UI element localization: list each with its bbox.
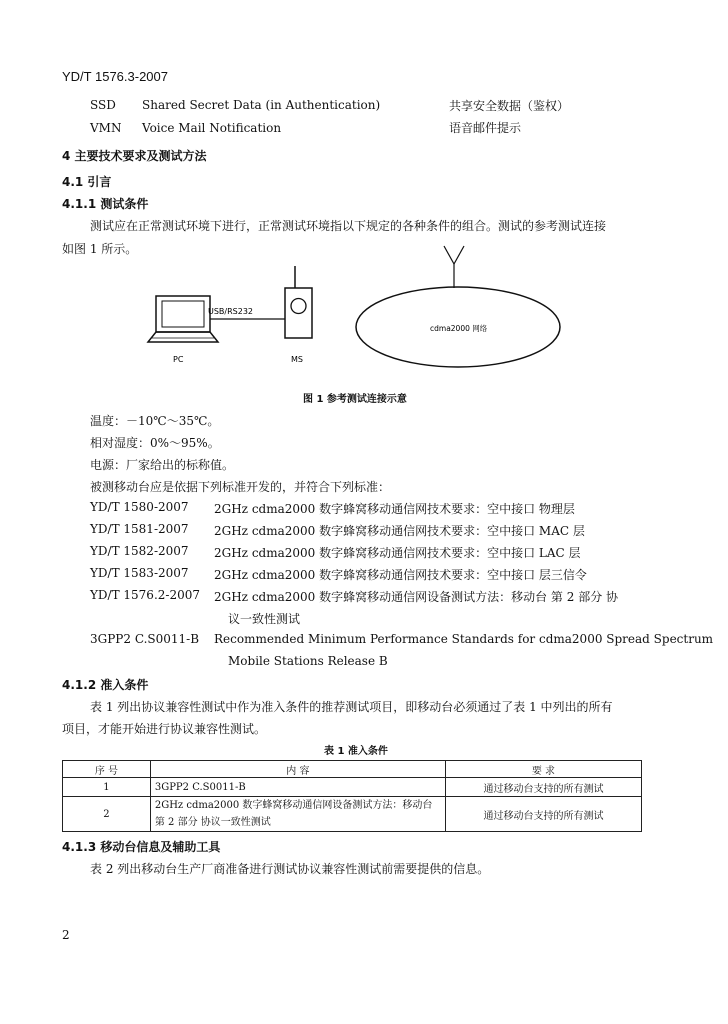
abbr-code: VMN xyxy=(90,121,122,135)
abbr-code: SSD xyxy=(90,98,116,112)
pc-label: PC xyxy=(173,355,184,364)
abbr-chinese: 共享安全数据（鉴权） xyxy=(449,99,570,113)
table-row xyxy=(63,797,642,832)
column-header-requirement: 要 求 xyxy=(445,761,641,778)
standard-title: Recommended Minimum Performance Standards for cdma2000 Spread Spectrum xyxy=(214,632,714,646)
admission-conditions-table xyxy=(62,760,642,832)
standard-title: 2GHz cdma2000 数字蜂窝移动通信网技术要求：空中接口 LAC 层 xyxy=(214,546,581,560)
column-header-content: 内 容 xyxy=(150,761,445,778)
standard-code: YD/T 1581-2007 xyxy=(90,522,189,536)
paragraph: 测试应在正常测试环境下进行，正常测试环境指以下规定的各种条件的组合。测试的参考测试连接 xyxy=(90,219,607,233)
cell-number: 2 xyxy=(63,797,151,832)
ms-label: MS xyxy=(291,355,303,364)
standard-code: YD/T 1582-2007 xyxy=(90,544,189,558)
table-caption: 表 1 准入条件 xyxy=(324,746,388,757)
column-header-number: 序 号 xyxy=(63,761,151,778)
link-label: USB/RS232 xyxy=(208,307,254,316)
standard-title: 2GHz cdma2000 数字蜂窝移动通信网技术要求：空中接口 层三信令 xyxy=(214,568,587,582)
cell-content-line: 2GHz cdma2000 数字蜂窝移动通信网设备测试方法：移动台 xyxy=(154,800,433,811)
paragraph: 表 2 列出移动台生产厂商准备进行测试协议兼容性测试前需要提供的信息。 xyxy=(90,862,490,876)
abbr-english: Voice Mail Notification xyxy=(142,121,282,135)
standard-title: 2GHz cdma2000 数字蜂窝移动通信网技术要求：空中接口 MAC 层 xyxy=(214,524,585,538)
paragraph: 表 1 列出协议兼容性测试中作为准入条件的推荐测试项目，即移动台必须通过了表 1 中列出的所有 xyxy=(90,700,613,714)
condition-temperature: 温度：－10℃～35℃。 xyxy=(90,414,220,428)
section-heading-4-1-1: 4.1.1 测试条件 xyxy=(62,197,149,211)
cell-content-line: 第 2 部分 协议一致性测试 xyxy=(154,817,271,828)
cell-content: 3GPP2 C.S0011-B xyxy=(150,778,445,797)
abbr-chinese: 语音邮件提示 xyxy=(449,121,522,135)
standard-code: YD/T 1583-2007 xyxy=(90,566,189,580)
figure-caption: 图 1 参考测试连接示意 xyxy=(303,394,407,405)
pc-icon xyxy=(148,296,218,342)
section-heading-4-1-2: 4.1.2 准入条件 xyxy=(62,678,149,692)
paragraph: 项目，才能开始进行协议兼容性测试。 xyxy=(62,722,267,736)
table-row xyxy=(63,778,642,797)
cell-requirement: 通过移动台支持的所有测试 xyxy=(445,797,641,832)
network-label: cdma2000 网络 xyxy=(430,324,488,333)
page-number: 2 xyxy=(62,928,70,942)
antenna-icon xyxy=(444,246,464,288)
ms-icon xyxy=(285,266,312,338)
document-code: YD/T 1576.3-2007 xyxy=(62,69,168,84)
standard-title: 2GHz cdma2000 数字蜂窝移动通信网设备测试方法：移动台 第 2 部分 协 xyxy=(214,590,619,604)
section-heading-4-1: 4.1 引言 xyxy=(62,175,112,189)
abbr-english: Shared Secret Data (in Authentication) xyxy=(142,98,381,112)
standard-code: YD/T 1576.2-2007 xyxy=(90,588,200,602)
standard-code: YD/T 1580-2007 xyxy=(90,500,189,514)
condition-power: 电源：厂家给出的标称值。 xyxy=(90,458,235,472)
cell-requirement: 通过移动台支持的所有测试 xyxy=(445,778,641,797)
condition-humidity: 相对湿度：0%～95%。 xyxy=(90,436,220,450)
reference-test-connection-figure xyxy=(140,244,620,368)
section-heading-4-1-3: 4.1.3 移动台信息及辅助工具 xyxy=(62,840,221,854)
standard-code: 3GPP2 C.S0011-B xyxy=(90,632,200,646)
standards-intro: 被测移动台应是依据下列标准开发的，并符合下列标准： xyxy=(90,480,391,494)
paragraph: 如图 1 所示。 xyxy=(62,242,138,256)
cell-number: 1 xyxy=(63,778,151,797)
cell-content xyxy=(150,797,445,832)
section-heading-4: 4 主要技术要求及测试方法 xyxy=(62,149,207,163)
standard-title: 2GHz cdma2000 数字蜂窝移动通信网技术要求：空中接口 物理层 xyxy=(214,502,575,516)
standard-title-continued: 议一致性测试 xyxy=(228,612,301,626)
table-header-row xyxy=(63,761,642,778)
standard-title-continued: Mobile Stations Release B xyxy=(228,654,388,668)
